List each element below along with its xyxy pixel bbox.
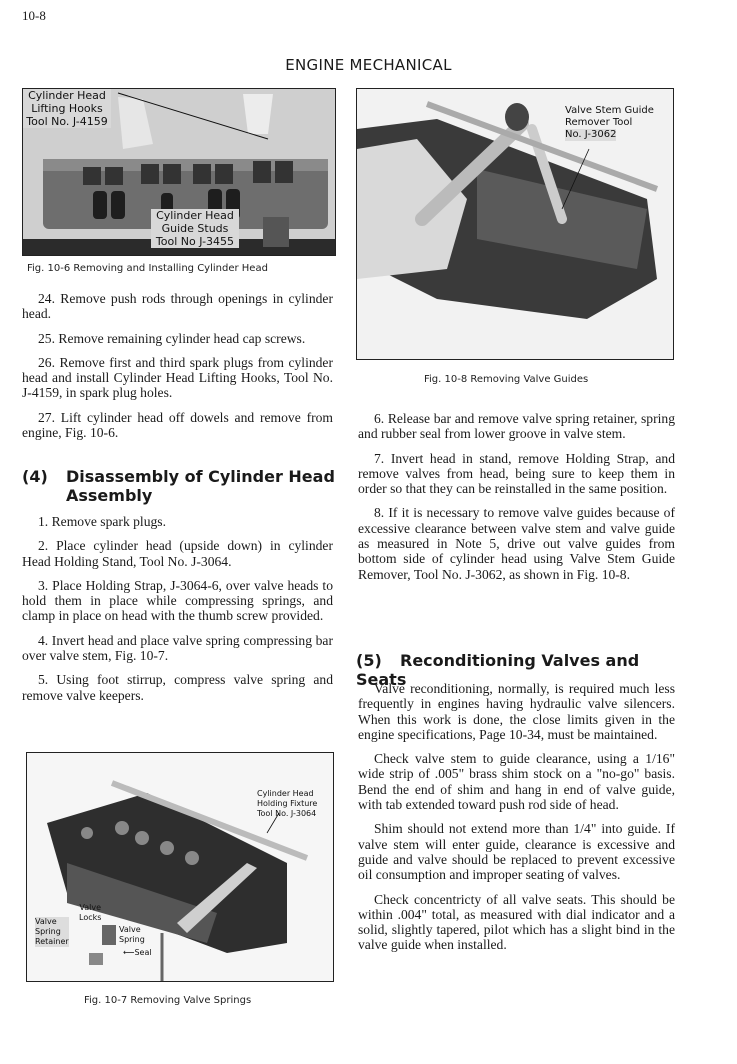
step-25: 25. Remove remaining cylinder head cap screws. <box>38 330 306 346</box>
section-4-title-line1: Disassembly of Cylinder Head <box>66 467 335 486</box>
label-valve-spring <box>119 925 145 945</box>
label-line: Valve Stem Guide <box>565 105 654 116</box>
step-3: 3. Place Holding Strap, J-3064-6, over valve heads to hold them in place while compressing springs, and clamp in place on head with the thumb screw provided. <box>22 577 333 624</box>
step-27: 27. Lift cylinder head off dowels and remove from engine, Fig. 10-6. <box>22 409 333 441</box>
left-column-steps-a <box>22 291 333 449</box>
figure-10-7 <box>26 752 334 982</box>
paragraph-check-clearance: Check valve stem to guide clearance, using a 1/16" wide strip of .005" brass shim stock on a "no-go" basis. Bend the end of shim and hang in end of valve guide, with tab extended toward push rod side of head. <box>358 751 675 813</box>
label-line: Tool No. J-4159 <box>26 115 108 128</box>
label-guide-studs <box>151 209 239 248</box>
step-1: 1. Remove spark plugs. <box>38 514 166 529</box>
right-column-paragraphs <box>358 681 675 962</box>
figure-10-8-caption: Fig. 10-8 Removing Valve Guides <box>424 374 589 385</box>
section-5-number: (5) <box>356 651 382 670</box>
left-column-steps-b <box>22 514 333 712</box>
label-holding-fixture <box>257 789 317 819</box>
figure-10-8 <box>356 88 674 360</box>
step-7: 7. Invert head in stand, remove Holding Strap, and remove valves from head, being sure to keep them in order so that they can be reinstalled in the same position. <box>358 450 675 497</box>
label-line: Cylinder Head <box>156 209 234 222</box>
section-4-heading <box>22 467 342 505</box>
paragraph-shim: Shim should not extend more than 1/4" into guide. If valve stem will enter guide, clearance is excessive and guide and valve should be replaced to prevent excessive oil consumption and improper seating of valves. <box>358 821 675 883</box>
label-line: Tool No. J-3064 <box>257 809 317 818</box>
arrow-icon: ⟵ <box>123 948 135 957</box>
label-remover-tool <box>565 105 654 141</box>
step-26: 26. Remove first and third spark plugs from cylinder head and install Cylinder Head Lifting Hooks, Tool No. J-4159, in spark plug holes. <box>22 354 333 401</box>
label-line: Cylinder Head <box>257 789 314 798</box>
label-line: Valve <box>79 903 102 912</box>
figure-10-6-caption: Fig. 10-6 Removing and Installing Cylinder Head <box>27 263 268 274</box>
label-line: Seal <box>134 948 152 957</box>
label-line: Locks <box>79 913 102 922</box>
step-6: 6. Release bar and remove valve spring retainer, spring and rubber seal from lower groove in valve stem. <box>358 411 675 442</box>
label-line: Cylinder Head <box>28 89 106 102</box>
label-seal <box>123 948 152 958</box>
label-line: Remover Tool <box>565 117 633 128</box>
label-line: Valve <box>119 925 141 934</box>
label-line: Spring <box>119 935 145 944</box>
label-line: Tool No J-3455 <box>155 235 235 248</box>
label-line: Valve <box>35 917 57 926</box>
section-5-title: Reconditioning Valves and Seats <box>356 651 640 689</box>
label-line: Spring <box>35 927 61 936</box>
label-line: No. J-3062 <box>565 129 617 140</box>
step-24: 24. Remove push rods through openings in cylinder head. <box>22 291 333 322</box>
step-2: 2. Place cylinder head (upside down) in cylinder Head Holding Stand, Tool No. J-3064. <box>22 538 333 569</box>
paragraph-concentricity: Check concentricty of all valve seats. This should be within .004" total, as measured with dial indicator and a solid, slightly tapered, pilot which has a slight bind in the valve guide when installed. <box>358 891 675 953</box>
page-title: ENGINE MECHANICAL <box>285 56 452 74</box>
section-4-number: (4) <box>22 467 48 486</box>
label-spring-retainer <box>35 917 69 947</box>
step-4: 4. Invert head and place valve spring compressing bar over valve stem, Fig. 10-7. <box>22 632 333 664</box>
label-line: Lifting Hooks <box>31 102 103 115</box>
figure-10-7-caption: Fig. 10-7 Removing Valve Springs <box>84 995 252 1006</box>
section-4-title-line2: Assembly <box>66 486 153 505</box>
figure-10-6 <box>22 88 336 256</box>
label-lifting-hooks <box>23 89 111 128</box>
right-column-steps <box>358 411 675 591</box>
label-line: Holding Fixture <box>257 799 318 808</box>
label-line: Guide Studs <box>161 222 229 235</box>
valve-spring-removal-photo <box>27 753 333 981</box>
paragraph-reconditioning: Valve reconditioning, normally, is required much less frequently in engines having hydraulic valve silencers. When this work is done, the close limits given in the engine specifications, Page 10-34, must be maintained. <box>358 681 675 742</box>
step-5: 5. Using foot stirrup, compress valve spring and remove valve keepers. <box>22 672 333 703</box>
label-line: Retainer <box>35 937 69 946</box>
step-8: 8. If it is necessary to remove valve guides because of excessive clearance between valve stem and valve guide as measured in Note 5, drive out valve guides from bottom side of cylinder head using Valve Stem Guide Remover, Tool No. J-3062, as shown in Fig. 10-8. <box>358 505 675 582</box>
page-number: 10-8 <box>22 8 46 23</box>
label-valve-locks <box>79 903 101 923</box>
